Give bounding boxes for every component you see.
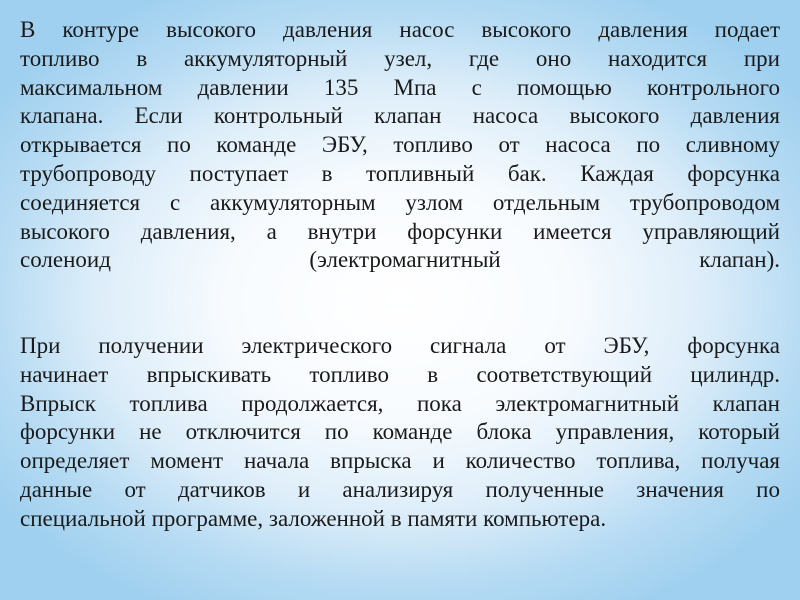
text-line: открывается по команде ЭБУ, топливо от насоса по сливному — [20, 132, 780, 158]
text-line: максимальном давлении 135 Мпа с помощью контрольного — [20, 74, 780, 100]
text-line: топливо в аккумуляторный узел, где оно находится при — [20, 45, 780, 71]
text-line: данные от датчиков и анализируя полученные значения по — [20, 476, 780, 502]
text-line: начинает впрыскивать топливо в соответствующий цилиндр. — [20, 361, 780, 387]
text-line: соленоид (электромагнитный клапан). — [20, 247, 780, 273]
text-line: клапана. Если контрольный клапан насоса высокого давления — [20, 103, 780, 129]
text-line: соединяется с аккумуляторным узлом отдельным трубопроводом — [20, 189, 780, 215]
text-line: форсунки не отключится по команде блока управления, который — [20, 419, 780, 445]
text-line: Впрыск топлива продолжается, пока электромагнитный клапан — [20, 390, 780, 416]
text-line: высокого давления, а внутри форсунки имеется управляющий — [20, 218, 780, 244]
text-line: В контуре высокого давления насос высокого давления подает — [20, 17, 780, 42]
paragraph-injection-process — [20, 332, 780, 534]
text-line: При получении электрического сигнала от ЭБУ, форсунка — [20, 333, 780, 358]
text-line: трубопроводу поступает в топливный бак. Каждая форсунка — [20, 160, 780, 186]
text-line: специальной программе, заложенной в памяти компьютера. — [20, 505, 607, 531]
text-line: определяет момент начала впрыска и количество топлива, получая — [20, 448, 780, 474]
paragraph-high-pressure-circuit — [20, 16, 780, 275]
